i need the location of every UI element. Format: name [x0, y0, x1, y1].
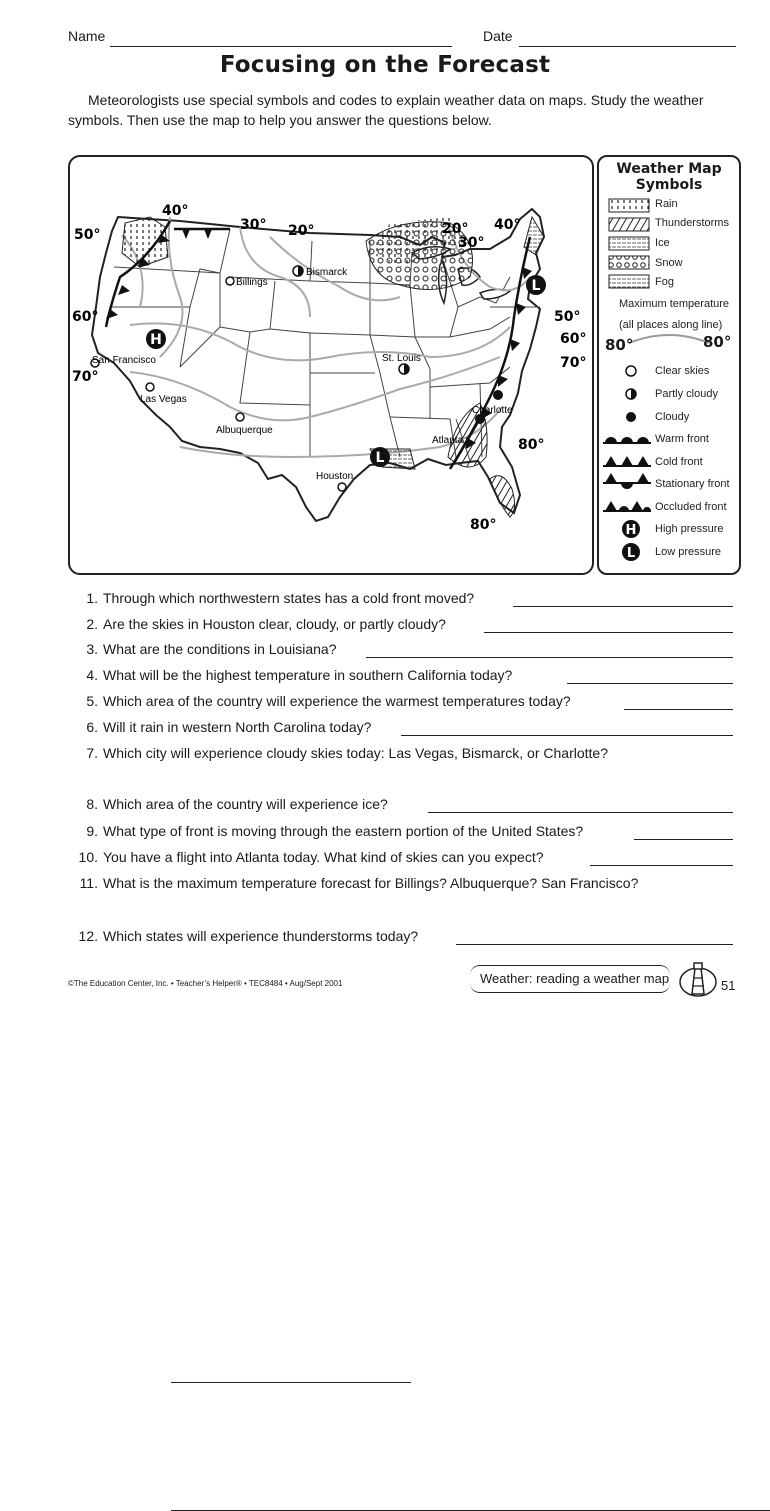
st-louis-partly-cloudy: [399, 364, 409, 374]
question-text: You have a flight into Atlanta today. What kind of skies can you expect?: [103, 849, 544, 865]
weather-map: [68, 155, 594, 575]
lighthouse-icon: [678, 958, 718, 998]
rain-swatch: [609, 199, 649, 212]
city-st-louis: St. Louis: [382, 353, 421, 364]
question-number: 10.: [78, 849, 98, 865]
temp-label: 50°: [74, 227, 101, 243]
question-7: [68, 745, 736, 767]
city-albuquerque: Albuquerque: [216, 425, 273, 436]
occluded-front-icon: [603, 501, 651, 511]
cold-front-icon: [603, 456, 651, 466]
temp-label: 60°: [72, 309, 99, 325]
ice-swatch: [609, 237, 649, 250]
question-1: [68, 590, 736, 612]
legend-warm-front-label: Warm front: [655, 433, 709, 445]
legend-cold-front-label: Cold front: [655, 456, 703, 468]
city-houston: Houston: [316, 471, 354, 482]
temp-label: 40°: [494, 217, 521, 233]
question-6: [68, 719, 736, 741]
legend-stationary-front-label: Stationary front: [655, 478, 730, 490]
legend-fog-label: Fog: [655, 276, 674, 288]
low-pressure-letter-se: L: [375, 450, 385, 466]
legend-title-line1: Weather Map: [616, 161, 722, 177]
answer-line-7[interactable]: [171, 1382, 411, 1383]
clear-skies-icon: [626, 366, 636, 376]
legend-thunderstorms-label: Thunderstorms: [655, 217, 729, 229]
legend-cloudy-label: Cloudy: [655, 411, 690, 423]
city-charlotte: Charlotte: [472, 405, 513, 416]
question-2: [68, 616, 736, 638]
page-number: 51: [721, 978, 736, 993]
question-12: [68, 928, 736, 950]
question-text: Will it rain in western North Carolina today?: [103, 719, 372, 735]
question-text: Which city will experience cloudy skies today: Las Vegas, Bismarck, or Charlotte?: [103, 745, 608, 761]
city-billings: Billings: [236, 277, 268, 288]
question-number: 2.: [86, 616, 98, 632]
answer-line[interactable]: [624, 709, 733, 710]
legend-h-letter: H: [625, 523, 637, 538]
question-text: What are the conditions in Louisiana?: [103, 641, 337, 657]
date-label: Date: [483, 28, 513, 44]
legend-high-pressure-label: High pressure: [655, 523, 724, 535]
question-text: What is the maximum temperature forecast for Billings? Albuquerque? San Francisco?: [103, 875, 639, 891]
temp-label: 50°: [554, 309, 581, 325]
question-text: Through which northwestern states has a cold front moved?: [103, 590, 475, 606]
legend-snow-label: Snow: [655, 257, 683, 269]
temp-label: 20°: [288, 223, 315, 239]
question-number: 5.: [86, 693, 98, 709]
question-text: Which area of the country will experience ice?: [103, 796, 388, 812]
legend-l-letter: L: [626, 546, 636, 561]
temp-label: 60°: [560, 331, 587, 347]
cloudy-icon: [626, 412, 636, 422]
legend-max-temp-sub: (all places along line): [619, 319, 723, 331]
high-pressure-letter: H: [150, 332, 162, 348]
temp-label: 80°: [470, 517, 497, 533]
answer-line[interactable]: [634, 839, 733, 840]
bismarck-partly-cloudy: [293, 266, 303, 276]
legend-max-temp-right: 80°: [703, 333, 732, 351]
question-number: 9.: [86, 823, 98, 839]
temp-label: 40°: [162, 203, 189, 219]
question-number: 6.: [86, 719, 98, 735]
legend-rain-label: Rain: [655, 198, 678, 210]
temp-label: 20°: [442, 221, 469, 237]
answer-line[interactable]: [484, 632, 733, 633]
city-bismarck: Bismarck: [306, 267, 348, 278]
question-9: [68, 823, 736, 845]
legend-panel: [597, 155, 741, 575]
question-number: 12.: [78, 928, 98, 944]
legend-partly-cloudy-label: Partly cloudy: [655, 388, 718, 400]
low-pressure-letter-ne: L: [531, 278, 541, 294]
question-3: [68, 641, 736, 663]
city-san-francisco: San Francisco: [92, 355, 156, 366]
legend-clear-label: Clear skies: [655, 365, 710, 377]
legend-ice-label: Ice: [655, 237, 670, 249]
stationary-front-icon: [603, 473, 651, 489]
temp-label: 70°: [560, 355, 587, 371]
footer-topic-tag: [470, 965, 670, 993]
question-4: [68, 667, 736, 689]
legend-max-temp-left: 80°: [605, 336, 634, 354]
temp-label: 80°: [518, 437, 545, 453]
question-number: 4.: [86, 667, 98, 683]
name-line[interactable]: [110, 46, 452, 47]
temp-label: 30°: [240, 217, 267, 233]
answer-line[interactable]: [567, 683, 733, 684]
footer-credit: ©The Education Center, Inc. • Teacher’s Helper® • TEC8484 • Aug/Sept 2001: [68, 979, 343, 988]
question-10: [68, 849, 736, 871]
city-atlanta: Atlanta: [432, 435, 464, 446]
legend-title-line2: Symbols: [635, 177, 703, 193]
legend-occluded-front-label: Occluded front: [655, 501, 727, 513]
question-number: 3.: [86, 641, 98, 657]
isotherm-swatch: [629, 335, 709, 343]
question-number: 1.: [86, 590, 98, 606]
warm-front-icon: [603, 437, 651, 443]
question-text: Which states will experience thunderstorms today?: [103, 928, 419, 944]
question-text: Which area of the country will experience the warmest temperatures today?: [103, 693, 571, 709]
fog-swatch: [609, 275, 649, 288]
legend-max-temp-label: Maximum temperature: [619, 298, 730, 310]
intro-paragraph: Meteorologists use special symbols and codes to explain weather data on maps. Study the weather symbols. Then use the map to help you answer the questions below.: [68, 92, 704, 128]
question-text: What will be the highest temperature in southern California today?: [103, 667, 513, 683]
question-11: [68, 875, 736, 897]
answer-line[interactable]: [456, 944, 733, 945]
page-title: Focusing on the Forecast: [219, 52, 551, 78]
legend-low-pressure-label: Low pressure: [655, 546, 722, 558]
answer-line[interactable]: [428, 812, 733, 813]
snow-swatch: [609, 256, 649, 269]
us-map-svg: [70, 157, 592, 573]
question-text: What type of front is moving through the eastern portion of the United States?: [103, 823, 584, 839]
footer-topic-label: Weather: reading a weather map: [480, 971, 670, 986]
answer-line[interactable]: [590, 865, 733, 866]
question-text: Are the skies in Houston clear, cloudy, or partly cloudy?: [103, 616, 446, 632]
answer-line[interactable]: [513, 606, 733, 607]
question-number: 7.: [86, 745, 98, 761]
date-line[interactable]: [519, 46, 736, 47]
question-8: [68, 796, 736, 818]
name-label: Name: [68, 28, 106, 44]
city-las-vegas: Las Vegas: [140, 394, 187, 405]
question-number: 8.: [86, 796, 98, 812]
thunderstorm-swatch: [609, 218, 649, 231]
question-5: [68, 693, 736, 715]
temp-label: 70°: [72, 369, 99, 385]
answer-line[interactable]: [366, 657, 733, 658]
charlotte-cloudy-dot: [493, 390, 503, 400]
question-number: 11.: [79, 875, 98, 891]
temp-label: 30°: [458, 235, 485, 251]
answer-line[interactable]: [401, 735, 733, 736]
